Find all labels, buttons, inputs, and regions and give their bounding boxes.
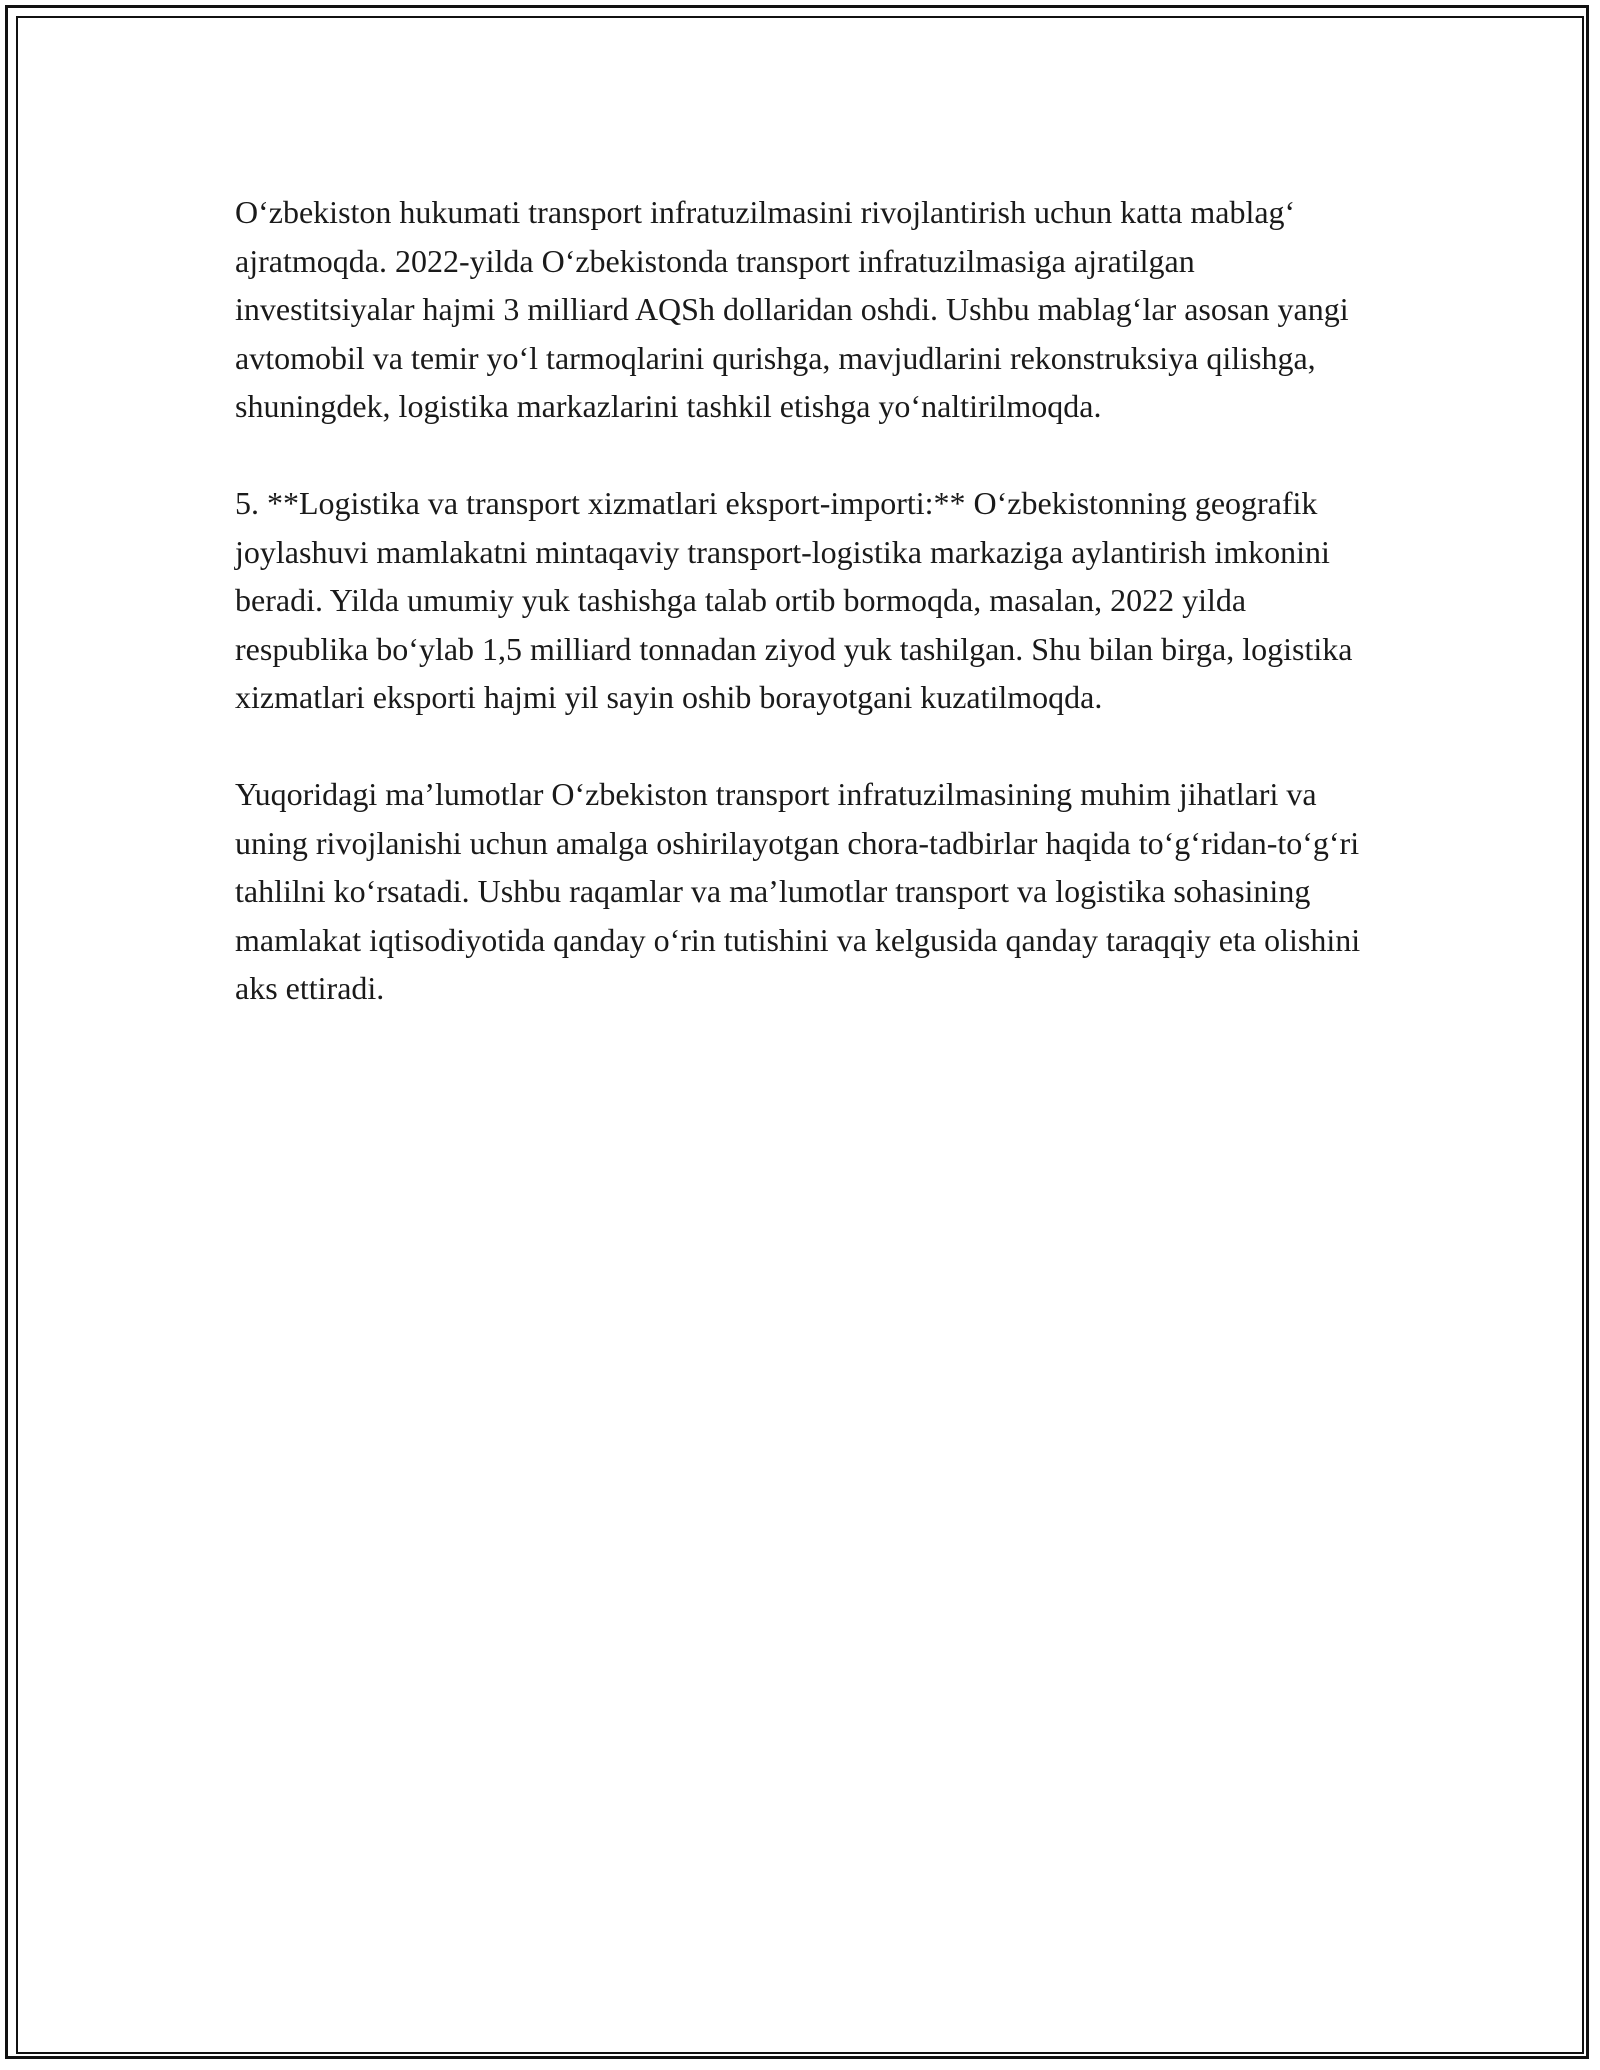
paragraph-logistics-export-import: 5. **Logistika va transport xizmatlari eksport-importi:** O‘zbekistonning geografik joylashuvi mamlakatni mintaqaviy transport-logistika markaziga aylantirish imkonini beradi. Yilda umumiy yuk tashishga talab ortib bormoqda, masalan, 2022 yilda respublika bo‘ylab 1,5 milliard tonnadan ziyod yuk tashilgan. Shu bilan birga, logistika xizmatlari eksporti hajmi yil sayin oshib borayotgani kuzatilmoqda. (235, 485, 1353, 715)
paragraph-conclusion: Yuqoridagi ma’lumotlar O‘zbekiston transport infratuzilmasining muhim jihatlari va uning rivojlanishi uchun amalga oshirilayotgan chora-tadbirlar haqida to‘g‘ridan-to‘g‘ri tahlilni ko‘rsatadi. Ushbu raqamlar va ma’lumotlar transport va logistika sohasining mamlakat iqtisodiyotida qanday o‘rin tutishini va kelgusida qanday taraqqiy eta olishini aks ettiradi. (235, 776, 1361, 1006)
paragraph-investment: O‘zbekiston hukumati transport infratuzilmasini rivojlantirish uchun katta mablag‘ ajratmoqda. 2022-yilda O‘zbekistonda transport infratuzilmasiga ajratilgan investitsiyalar hajmi 3 milliard AQSh dollaridan oshdi. Ushbu mablag‘lar asosan yangi avtomobil va temir yo‘l tarmoqlarini qurishga, mavjudlarini rekonstruksiya qilishga, shuningdek, logistika markazlarini tashkil etishga yo‘naltirilmoqda. (235, 194, 1349, 424)
document-body (235, 188, 1370, 1013)
